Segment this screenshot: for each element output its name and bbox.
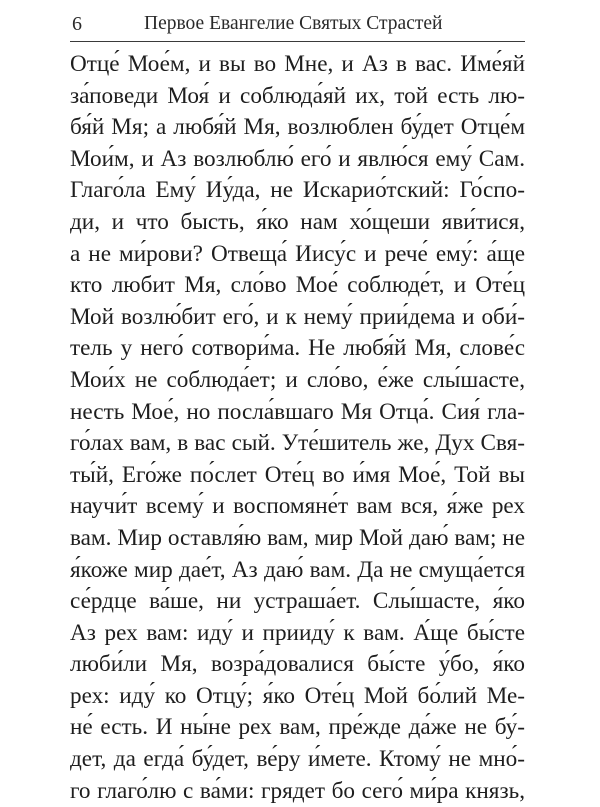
- text-line: го глаго́лю с ва́ми: грядет бо сего́ ми́ра князь,: [70, 777, 525, 804]
- text-line: рех: иду́ ко Отцу́; я́ко Оте́ц Мой бо́лий Ме-: [70, 682, 525, 709]
- text-line: Отце́ Мое́м, и вы во Мне, и Аз в вас. Име́яй: [70, 51, 525, 77]
- text-line: Глаго́ла Ему́ Иу́да, не Искарио́тский: Го́спо-: [70, 177, 525, 204]
- running-head: [70, 9, 525, 42]
- text-line: вам. Мир оставля́ю вам, мир Мой даю́ вам; не: [70, 524, 525, 551]
- text-line: Мой возлю́бит его́, и к нему́ прии́дема и оби́-: [70, 303, 525, 330]
- text-line: бя́й Мя; а любя́й Мя, возлюблен бу́дет Отце́м: [70, 114, 525, 141]
- text-line: несть Мое́, но посла́вшаго Мя Отца́. Сия́ гла-: [70, 398, 525, 425]
- text-line: не́ есть. И ны́не рех вам, пре́жде да́же не бу́-: [70, 714, 525, 741]
- text-line: кто любит Мя, сло́во Мое́ соблюде́т, и Оте́ц: [70, 272, 525, 299]
- text-line: а не ми́рови? Отвеща́ Иису́с и рече́ ему́: а́ще: [70, 240, 525, 267]
- text-line: го́лах вам, в вас сый. Уте́шитель же, Дух Свя-: [70, 430, 525, 457]
- text-line: за́поведи Моя́ и соблюда́яй их, той есть лю-: [70, 82, 525, 109]
- text-line: Мои́м, и Аз возлюблю́ его́ и явлю́ся ему́ Сам.: [70, 145, 525, 172]
- text-line: дет, да егда́ бу́дет, ве́ру и́мете. Ктому́ не мно́-: [70, 746, 525, 773]
- text-line: Аз рех вам: иду́ и прииду́ к вам. А́ще бы́сте: [70, 619, 525, 646]
- scripture-text: [70, 49, 525, 807]
- page-number: 6: [72, 13, 82, 35]
- text-line: ты́й, Его́же по́слет Оте́ц во и́мя Мое́, Той вы: [70, 461, 525, 488]
- text-line: се́рдце ва́ше, ни устраша́ет. Слы́шасте, я́ко: [70, 588, 525, 615]
- text-line: я́коже мир дае́т, Аз даю́ вам. Да не смуща́ется: [70, 556, 525, 583]
- text-line: ди, и что бысть, я́ко нам хо́щеши яви́тися,: [70, 208, 525, 235]
- text-line: Мои́х не соблюда́ет; и сло́во, е́же слы́шасте,: [70, 366, 525, 393]
- text-line: научи́т всему́ и воспомяне́т вам вся, я́же рех: [70, 493, 525, 520]
- text-line: тель у него́ сотвори́ма. Не любя́й Мя, слове́с: [70, 335, 525, 362]
- running-title: Первое Евангелие Святых Страстей: [144, 13, 443, 34]
- text-line: люби́ли Мя, возра́довалися бы́сте у́бо, я́ко: [70, 651, 525, 678]
